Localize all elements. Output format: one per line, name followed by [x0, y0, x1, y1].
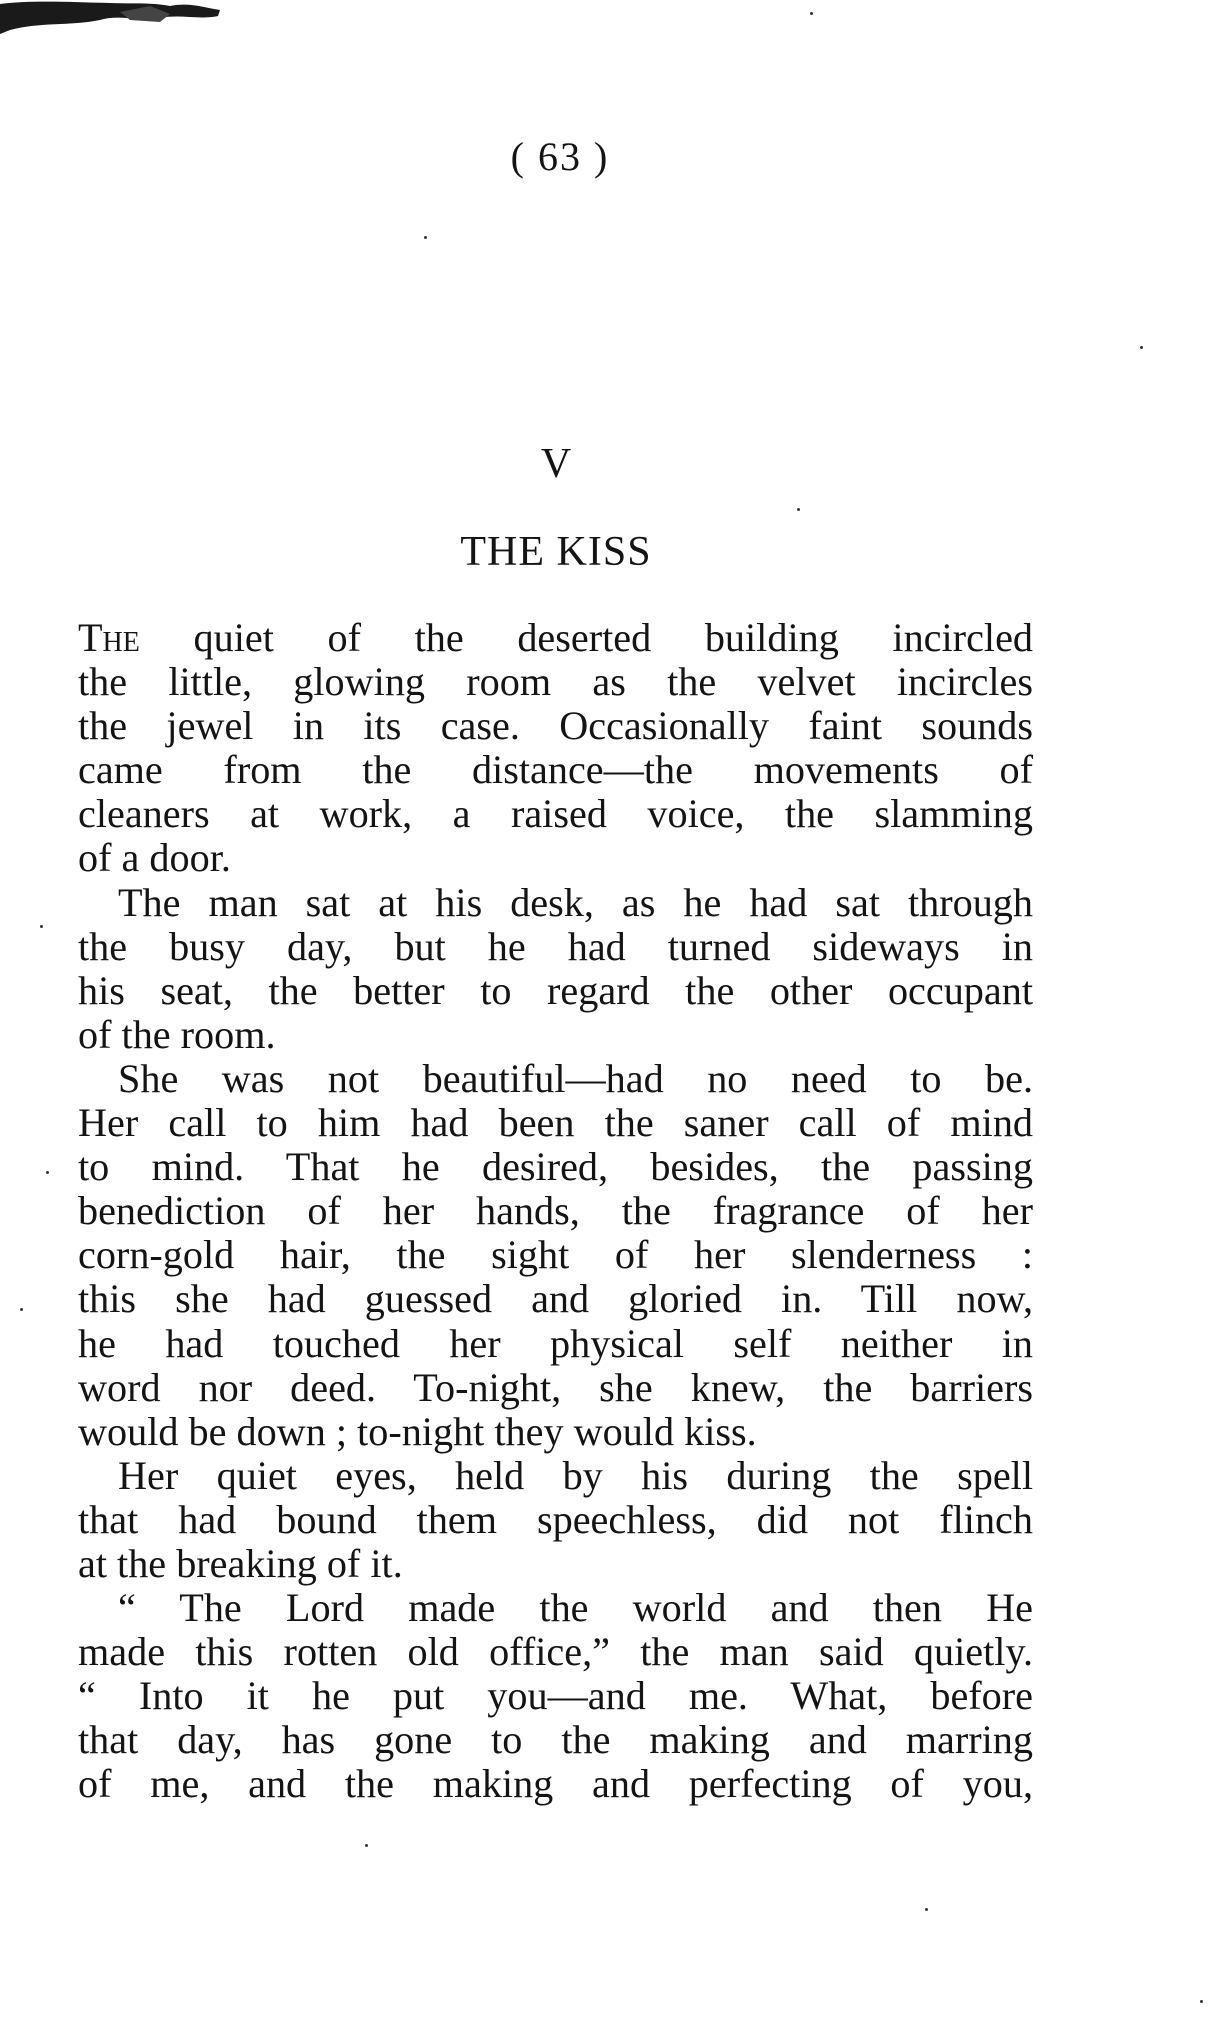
- text-line: this she had guessed and gloried in. Till now,: [78, 1276, 1033, 1322]
- scan-speck: [925, 1908, 928, 1911]
- text-line: he had touched her physical self neither in: [78, 1320, 1033, 1366]
- text-line: at the breaking of it.: [78, 1540, 403, 1586]
- text-line: [78, 616, 1033, 660]
- scan-speck: [365, 1844, 368, 1847]
- text-line: Her quiet eyes, held by his during the spell: [118, 1452, 1033, 1498]
- chapter-title: THE KISS: [460, 529, 652, 575]
- scan-speck: [810, 12, 813, 15]
- chapter-opening-word: The: [78, 615, 140, 660]
- page-number: ( 63 ): [510, 134, 610, 179]
- scan-speck: [424, 236, 427, 239]
- text-line: his seat, the better to regard the other occupant: [78, 967, 1033, 1013]
- text-line: “ The Lord made the world and then He: [118, 1585, 1033, 1631]
- text-line: word nor deed. To-night, she knew, the barriers: [78, 1364, 1033, 1410]
- text-line-1: quiet of the deserted building incircled: [139, 615, 1033, 660]
- scan-speck: [1200, 2000, 1203, 2003]
- text-line: “ Into it he put you—and me. What, before: [78, 1673, 1033, 1719]
- scan-speck: [40, 925, 43, 928]
- text-line: that day, has gone to the making and marring: [78, 1717, 1033, 1763]
- scan-speck: [1140, 346, 1143, 349]
- text-line: The man sat at his desk, as he had sat through: [118, 879, 1033, 925]
- text-line: the little, glowing room as the velvet incircles: [78, 659, 1033, 705]
- text-line: made this rotten old office,” the man said quietly.: [78, 1629, 1033, 1675]
- text-line: that had bound them speechless, did not flinch: [78, 1496, 1033, 1542]
- text-line: the jewel in its case. Occasionally faint sounds: [78, 703, 1033, 749]
- body-text: [78, 616, 1033, 1807]
- scan-speck: [797, 508, 800, 511]
- text-line: came from the distance—the movements of: [78, 747, 1033, 793]
- text-line: benediction of her hands, the fragrance of her: [78, 1188, 1033, 1234]
- text-line: to mind. That he desired, besides, the passing: [78, 1144, 1033, 1190]
- text-line: of a door.: [78, 835, 231, 881]
- text-line: of the room.: [78, 1011, 276, 1057]
- text-line: She was not beautiful—had no need to be.: [118, 1055, 1033, 1101]
- text-line: the busy day, but he had turned sideways in: [78, 923, 1033, 969]
- text-line: corn-gold hair, the sight of her slenderness :: [78, 1232, 1033, 1278]
- text-line: Her call to him had been the saner call of mind: [78, 1100, 1033, 1146]
- scan-speck: [20, 1308, 23, 1311]
- text-line: cleaners at work, a raised voice, the slamming: [78, 791, 1033, 837]
- text-line: would be down ; to-night they would kiss.: [78, 1408, 757, 1454]
- text-line: of me, and the making and perfecting of you,: [78, 1761, 1033, 1807]
- scan-speck: [46, 1171, 49, 1174]
- scan-edge-smudge: [0, 0, 222, 36]
- chapter-number: V: [540, 441, 572, 487]
